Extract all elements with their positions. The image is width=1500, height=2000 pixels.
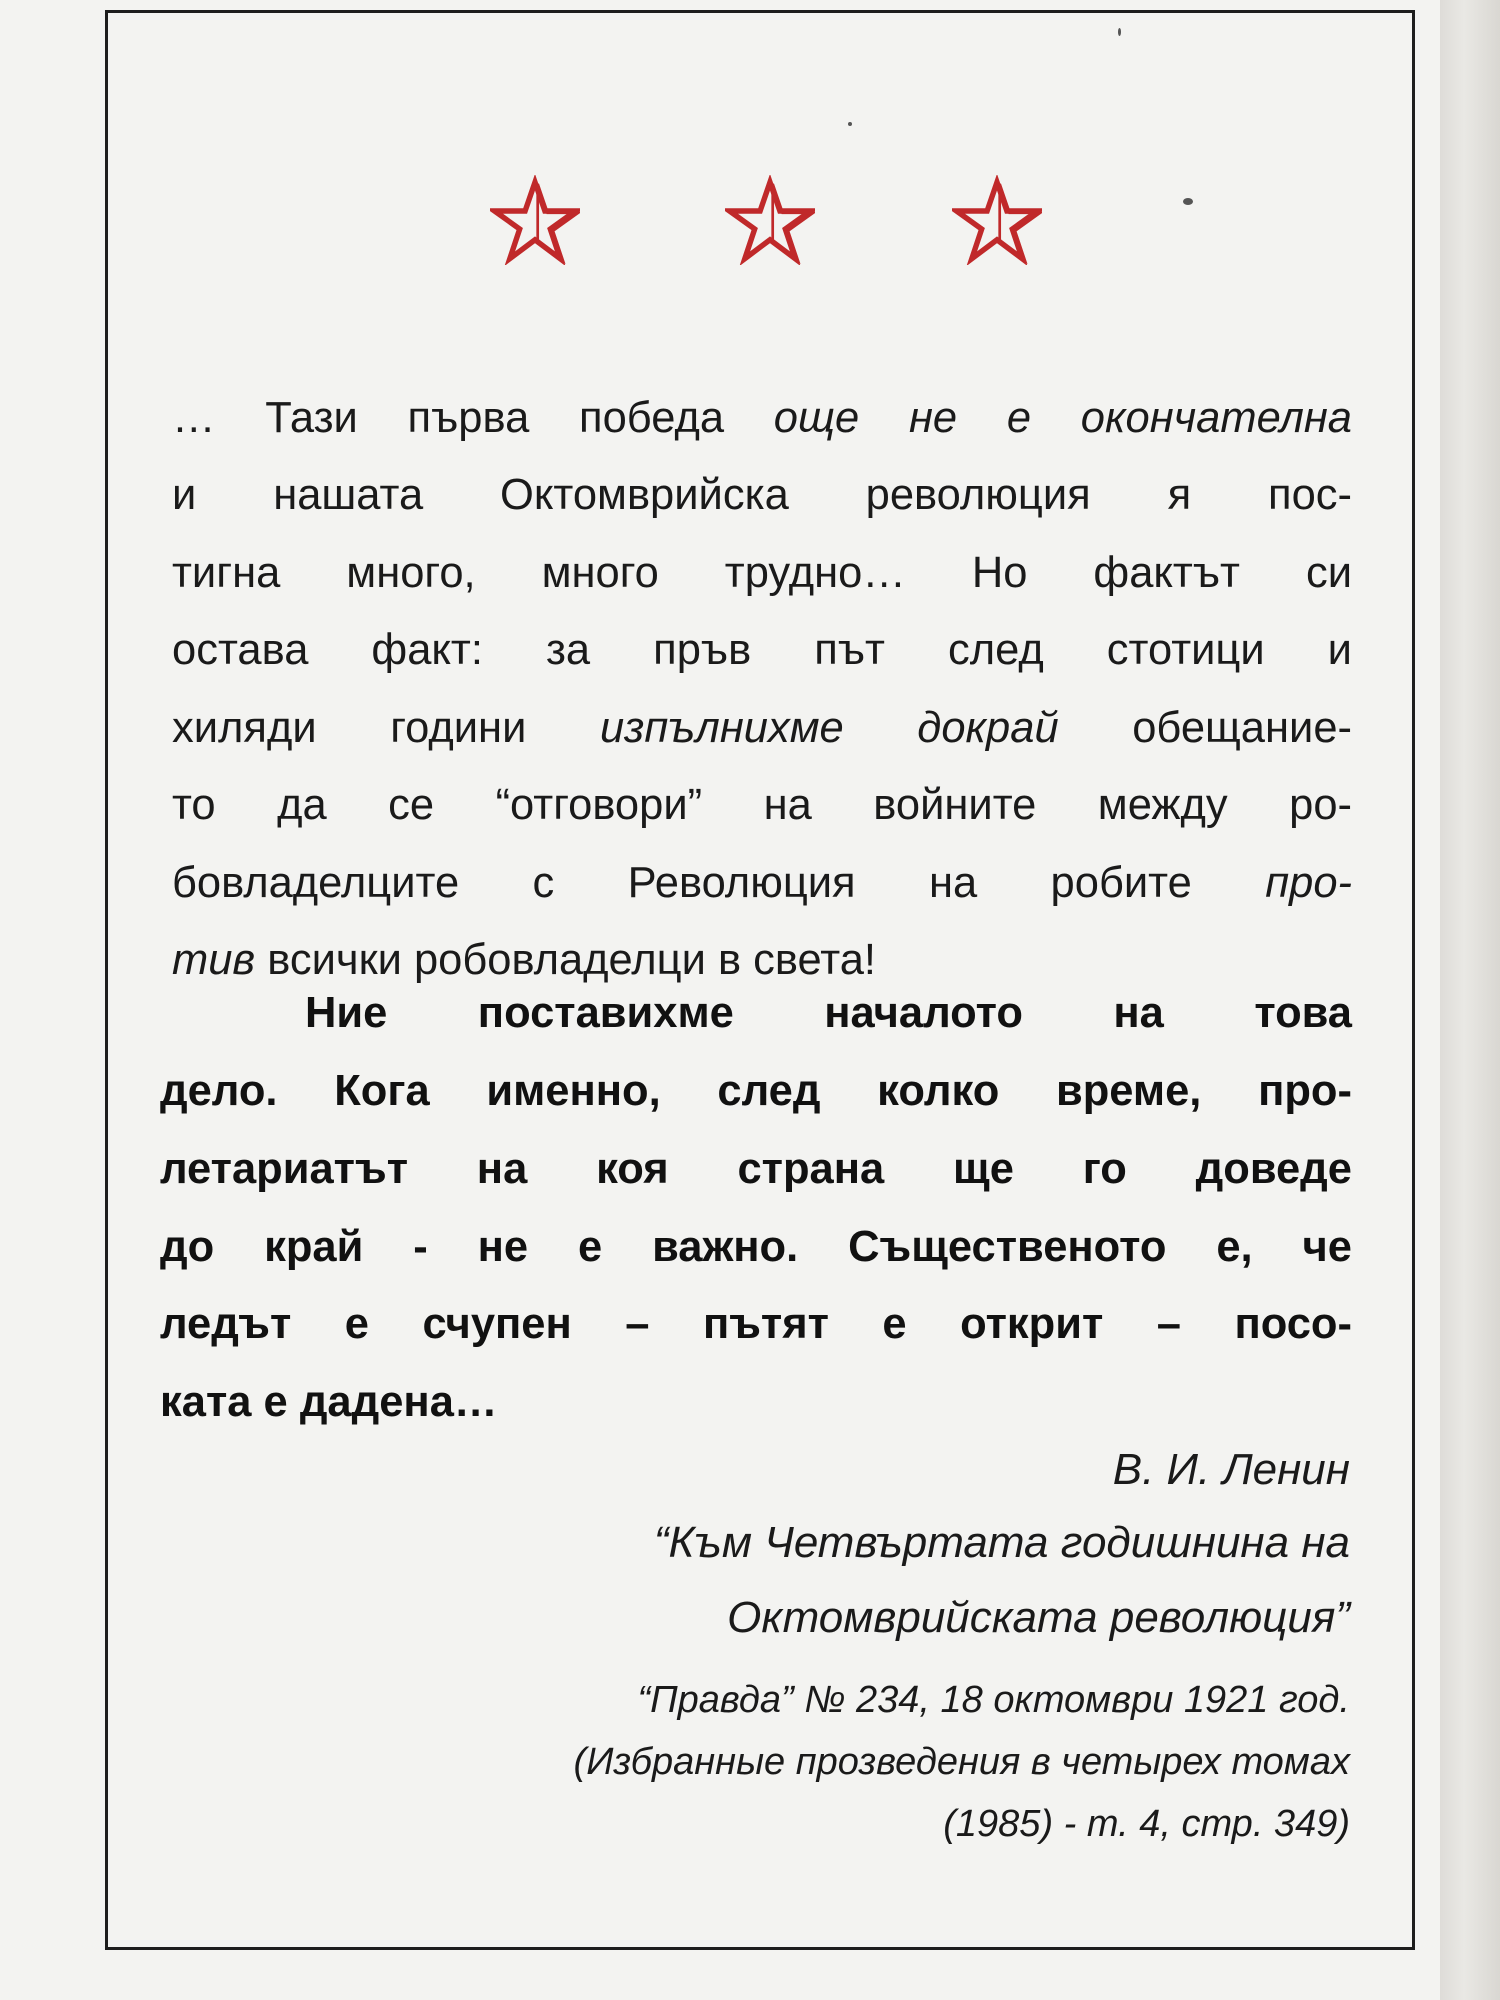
- paper-speck: [848, 122, 852, 126]
- page-edge: [1440, 0, 1500, 2000]
- stars-row: [490, 175, 1050, 265]
- quote-line: то да се “отговори” на войните между ро-: [172, 781, 1352, 830]
- quote-paragraph: [172, 380, 1352, 999]
- quote-segment: всички робовладелци в света!: [267, 935, 877, 984]
- quote-emphasis: още не е окончателна: [773, 394, 1352, 442]
- attribution-source: “Правда” № 234, 18 октомври 1921 год.: [637, 1679, 1350, 1721]
- quote-segment: хиляди години: [172, 703, 527, 752]
- bold-line: летариатът на коя страна ще го доведе: [160, 1144, 1352, 1193]
- red-star-icon: [952, 175, 1042, 265]
- red-star-icon: [490, 175, 580, 265]
- quote-line: тигна много, много трудно… Но фактът си: [172, 548, 1352, 597]
- attribution: [574, 1435, 1350, 1855]
- bold-line: Ние поставихме началото на това: [305, 989, 1352, 1037]
- attribution-author: В. И. Ленин: [1112, 1445, 1350, 1494]
- quote-line: [172, 380, 1352, 457]
- bold-line: ледът е счупен – пътят е открит – посо-: [160, 1300, 1352, 1349]
- quote-emphasis: про-: [1265, 858, 1352, 907]
- attribution-source: (1985) - т. 4, стр. 349): [943, 1803, 1350, 1845]
- quote-line: остава факт: за пръв път след стотици и: [172, 626, 1352, 675]
- bold-line: дело. Кога именно, след колко време, про-: [160, 1066, 1352, 1115]
- paper-speck: [1183, 198, 1193, 205]
- bold-line: до край - не е важно. Същественото е, че: [160, 1222, 1352, 1271]
- attribution-spacer: [574, 1655, 1350, 1669]
- attribution-work-title: Октомврийската революция”: [727, 1593, 1350, 1642]
- quote-line: [172, 690, 1352, 767]
- red-star-icon: [725, 175, 815, 265]
- quote-line: и нашата Октомврийска революция я пос-: [172, 471, 1352, 520]
- quote-segment: бовладелците с Революция на робите: [172, 858, 1192, 907]
- quote-segment: … Тази първа победа: [172, 394, 725, 442]
- attribution-source: (Избранные прозведения в четырех томах: [573, 1741, 1350, 1783]
- bold-line: ката е дадена…: [160, 1378, 498, 1427]
- quote-segment: обещание-: [1132, 703, 1352, 752]
- quote-emphasis: изпълнихме докрай: [599, 703, 1059, 752]
- bold-paragraph: [160, 975, 1352, 1442]
- attribution-work-title: “Към Четвъртата годишнина на: [653, 1518, 1350, 1567]
- quote-line: [172, 845, 1352, 922]
- quote-emphasis: тив: [172, 935, 256, 984]
- paper-speck: [1118, 28, 1121, 36]
